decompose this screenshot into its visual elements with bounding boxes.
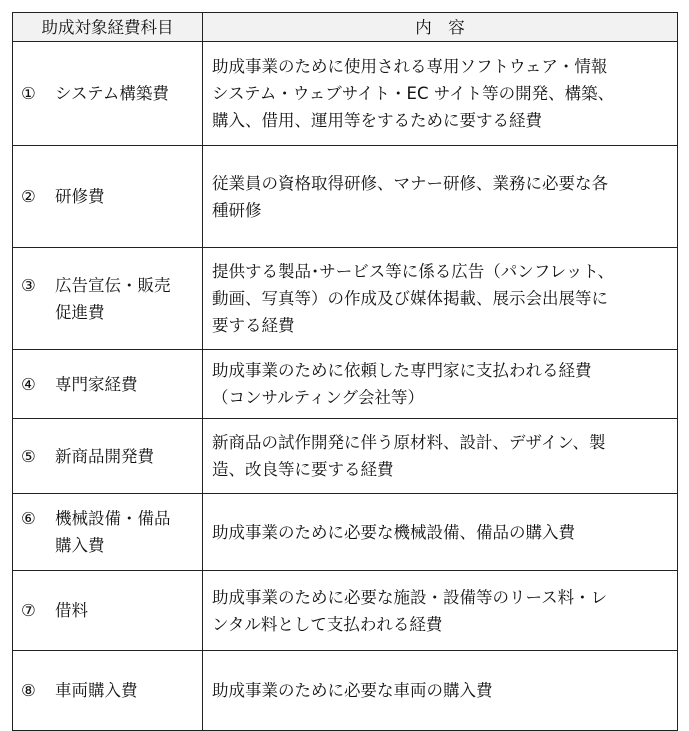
item-content: 提供する製品･サービス等に係る広告（パンフレット、 動画、写真等）の作成及び媒体掲載、展示会出展等に 要する経費: [203, 248, 678, 350]
category-cell: [13, 146, 203, 248]
item-content: 助成事業のために必要な施設・設備等のリース料・レ ンタル料として支払われる経費: [203, 571, 678, 651]
item-content: 助成事業のために必要な車両の購入費: [203, 651, 678, 731]
category-item: [21, 80, 202, 107]
category-cell: [13, 248, 203, 350]
header-content: 内 容: [203, 13, 678, 42]
table-row: [13, 146, 678, 248]
category-cell: [13, 571, 203, 651]
item-content: 助成事業のために使用される専用ソフトウェア・情報 システム・ウェブサイト・EC サイト等の開発、構築、 購入、借用、運用等をするために要する経費: [203, 42, 678, 146]
category-cell: [13, 350, 203, 419]
category-item: [21, 371, 202, 398]
table-row: [13, 248, 678, 350]
item-label: 広告宣伝・販売 促進費: [55, 275, 171, 322]
table-row: [13, 651, 678, 731]
item-label: 新商品開発費: [55, 446, 154, 466]
item-number: ①: [21, 84, 36, 103]
category-cell: [13, 42, 203, 146]
item-label: 借料: [55, 601, 88, 620]
table-row: [13, 571, 678, 651]
table-row: [13, 494, 678, 571]
category-item: [21, 597, 202, 624]
item-label: システム構築費: [55, 84, 169, 103]
item-label: 車両購入費: [55, 681, 138, 700]
item-number: ⑧: [21, 681, 36, 700]
item-label: 機械設備・備品 購入費: [55, 509, 171, 555]
header-expense-category: 助成対象経費科目: [13, 13, 203, 42]
table-row: [13, 419, 678, 494]
item-number: ②: [21, 187, 36, 206]
item-number: ④: [21, 374, 36, 394]
table-row: [13, 42, 678, 146]
category-cell: [13, 651, 203, 731]
item-label: 研修費: [55, 187, 105, 206]
category-item: [21, 505, 202, 559]
category-item: [21, 443, 202, 470]
item-content: 助成事業のために必要な機械設備、備品の購入費: [203, 494, 678, 571]
item-number: ⑥: [21, 509, 36, 528]
expense-table: [12, 12, 678, 731]
category-item: [21, 272, 202, 326]
item-number: ③: [21, 275, 36, 295]
category-item: [21, 183, 202, 210]
table-header: [13, 13, 678, 42]
item-content: 助成事業のために依頼した専門家に支払われる経費 （コンサルティング会社等）: [203, 350, 678, 419]
item-label: 専門家経費: [55, 374, 138, 394]
item-content: 新商品の試作開発に伴う原材料、設計、デザイン、製 造、改良等に要する経費: [203, 419, 678, 494]
category-cell: [13, 419, 203, 494]
table-row: [13, 350, 678, 419]
item-content: 従業員の資格取得研修、マナー研修、業務に必要な各 種研修: [203, 146, 678, 248]
category-cell: [13, 494, 203, 571]
category-item: [21, 677, 202, 704]
item-number: ⑦: [21, 601, 36, 620]
item-number: ⑤: [21, 446, 36, 466]
